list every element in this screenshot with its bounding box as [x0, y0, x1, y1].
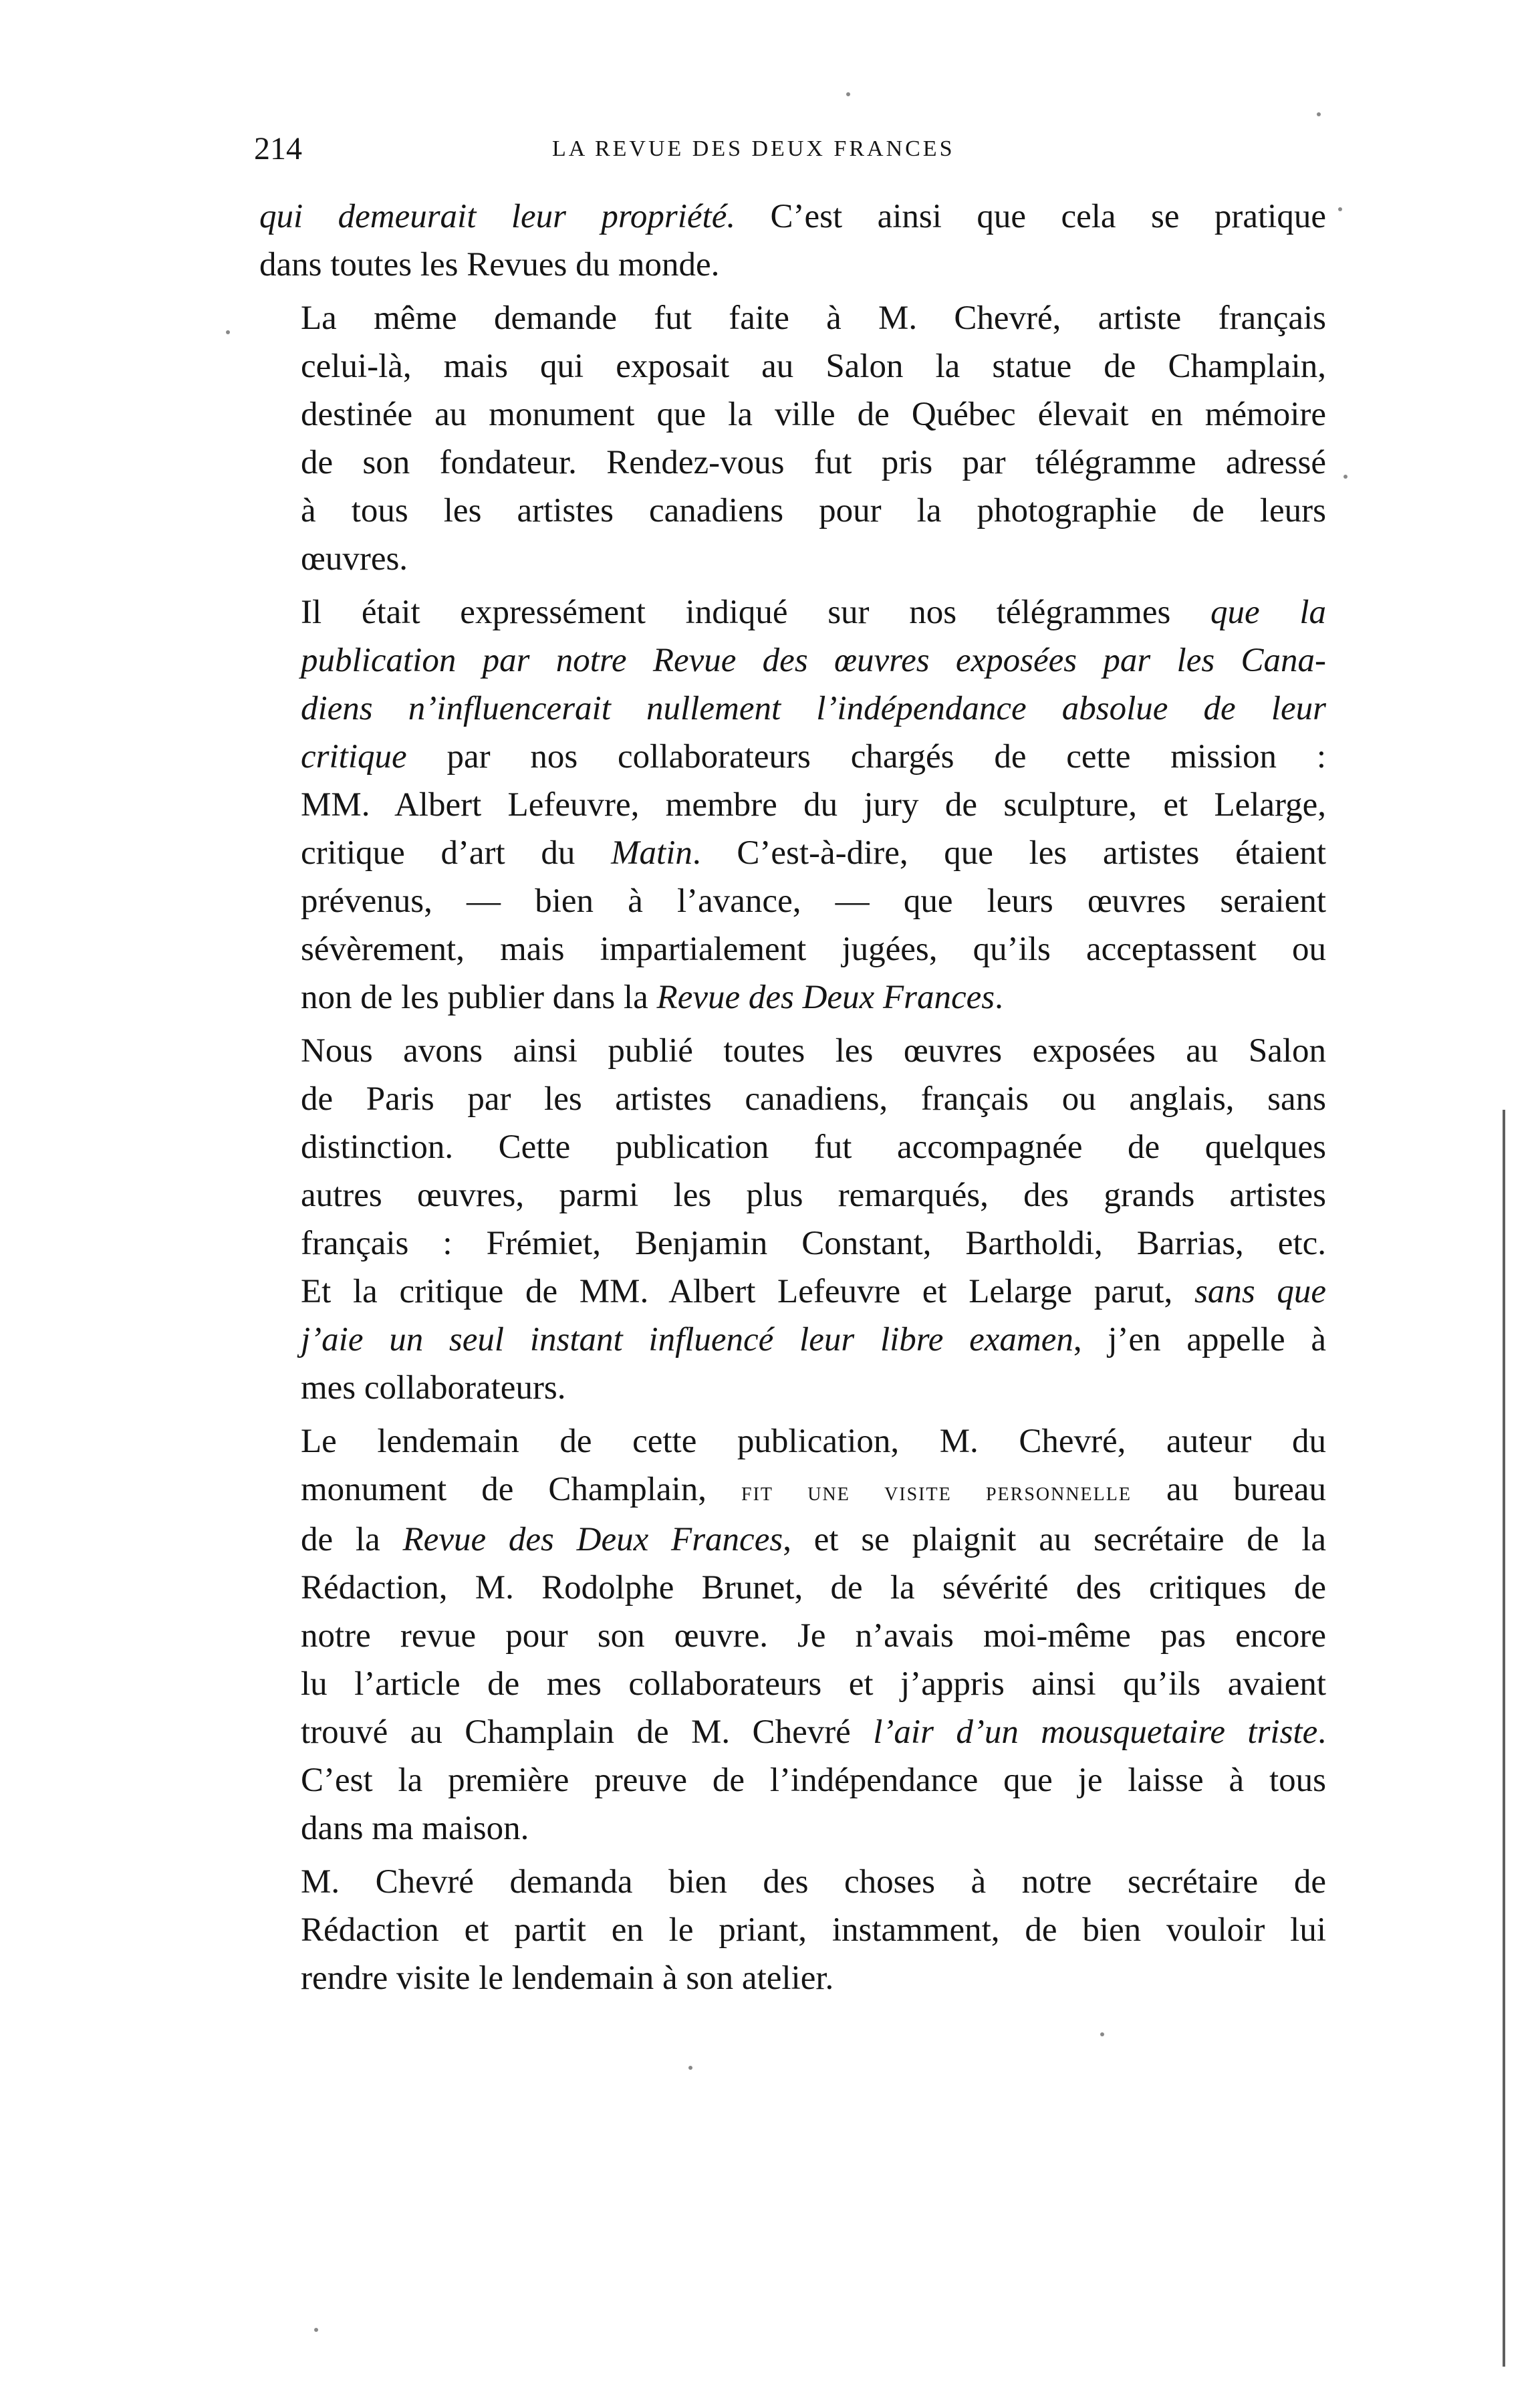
text-line: prévenus, — bien à l’avance, — que leurs œuvres seraient: [301, 882, 1326, 920]
print-speck: [314, 2328, 318, 2332]
scan-edge-line: [1503, 1110, 1505, 2367]
text-line: critique par nos collaborateurs chargés de cette mission :: [301, 738, 1326, 776]
text-line: de la Revue des Deux Frances, et se plaignit au secrétaire de la: [301, 1521, 1326, 1558]
text-line: [259, 685, 1326, 733]
print-speck: [1338, 207, 1342, 211]
text-line: critique d’art du Matin. C’est-à-dire, que les artistes étaient: [301, 834, 1326, 872]
paragraph-2: [259, 294, 1326, 583]
journal-title: LA REVUE DES DEUX FRANCES: [552, 136, 955, 161]
print-speck: [1343, 475, 1348, 479]
italic-phrase: qui demeurait leur propriété.: [259, 198, 736, 235]
paragraph-1: [259, 193, 1326, 289]
print-speck: [1317, 112, 1321, 116]
text-line: œuvres.: [301, 540, 408, 578]
text-line: Rédaction, M. Rodolphe Brunet, de la sévérité des critiques de: [301, 1569, 1326, 1606]
text-line: M. Chevré demanda bien des choses à notre secrétaire de: [301, 1863, 1326, 1901]
text-line: notre revue pour son œuvre. Je n’avais moi-même pas encore: [301, 1617, 1326, 1655]
text-line: trouvé au Champlain de M. Chevré l’air d’un mousquetaire triste.: [301, 1713, 1326, 1751]
text-line: La même demande fut faite à M. Chevré, artiste français: [301, 300, 1326, 337]
text-line: non de les publier dans la Revue des Deux Frances.: [301, 979, 1003, 1016]
italic-phrase: publication par notre Revue des œuvres exposées par les Cana-: [301, 642, 1326, 679]
text-line: destinée au monument que la ville de Québec élevait en mémoire: [301, 396, 1326, 433]
italic-phrase: Matin: [611, 834, 692, 872]
text-line: autres œuvres, parmi les plus remarqués, des grands artistes: [301, 1177, 1326, 1214]
text-line: lu l’article de mes collaborateurs et j’appris ainsi qu’ils avaient: [301, 1665, 1326, 1703]
italic-phrase: Revue des Deux Frances: [402, 1521, 783, 1558]
text-line: dans toutes les Revues du monde.: [259, 246, 720, 283]
italic-phrase: l’air d’un mousquetaire triste: [873, 1713, 1318, 1751]
paragraph-3: [259, 588, 1326, 1022]
text-line: C’est la première preuve de l’indépendance que je laisse à tous: [301, 1762, 1326, 1799]
text-line: monument de Champlain, fit une visite personnelle au bureau: [301, 1471, 1326, 1508]
paragraph-4: [259, 1027, 1326, 1412]
italic-phrase: diens n’influencerait nullement l’indépendance absolue de leur: [301, 690, 1326, 727]
text-line: distinction. Cette publication fut accompagnée de quelques: [301, 1128, 1326, 1166]
print-speck: [1100, 2032, 1104, 2036]
text-line: Et la critique de MM. Albert Lefeuvre et Lelarge parut, sans que: [301, 1273, 1326, 1310]
text-line: Rédaction et partit en le priant, instamment, de bien vouloir lui: [301, 1911, 1326, 1949]
text-line: dans ma maison.: [301, 1810, 529, 1847]
print-speck: [688, 2066, 692, 2070]
text-line: j’aie un seul instant influencé leur libre examen, j’en appelle à: [301, 1321, 1326, 1358]
text-line: celui-là, mais qui exposait au Salon la statue de Champlain,: [301, 348, 1326, 385]
running-head: [247, 126, 1337, 172]
text-line: mes collaborateurs.: [301, 1369, 566, 1407]
italic-phrase: j’aie un seul instant influencé leur libre examen: [301, 1321, 1073, 1358]
italic-phrase: sans que: [1194, 1273, 1326, 1310]
page-number: 214: [254, 131, 302, 166]
print-speck: [846, 92, 850, 96]
body-text: [259, 193, 1326, 2008]
text-line: Il était expressément indiqué sur nos télégrammes que la: [301, 594, 1326, 631]
text-line: rendre visite le lendemain à son atelier.: [301, 1959, 834, 1997]
italic-phrase: critique: [301, 738, 407, 776]
text-line: MM. Albert Lefeuvre, membre du jury de sculpture, et Lelarge,: [301, 786, 1326, 824]
paragraph-6: [259, 1858, 1326, 2002]
print-speck: [226, 330, 230, 334]
text-line: à tous les artistes canadiens pour la photographie de leurs: [301, 492, 1326, 529]
small-caps-phrase: fit une visite personnelle: [741, 1477, 1132, 1506]
text-line: Le lendemain de cette publication, M. Chevré, auteur du: [301, 1423, 1326, 1460]
text-line: [259, 636, 1326, 685]
paragraph-5: [259, 1417, 1326, 1853]
text-line: Nous avons ainsi publié toutes les œuvres exposées au Salon: [301, 1032, 1326, 1070]
text-line: sévèrement, mais impartialement jugées, qu’ils acceptassent ou: [301, 931, 1326, 968]
text-line: français : Frémiet, Benjamin Constant, Bartholdi, Barrias, etc.: [301, 1225, 1326, 1262]
text-line: qui demeurait leur propriété. C’est ainsi que cela se pratique: [259, 198, 1326, 235]
text-line: de son fondateur. Rendez-vous fut pris par télégramme adressé: [301, 444, 1326, 481]
italic-phrase: Revue des Deux Frances: [656, 979, 995, 1016]
text-line: de Paris par les artistes canadiens, français ou anglais, sans: [301, 1080, 1326, 1118]
italic-phrase: que la: [1210, 594, 1326, 631]
